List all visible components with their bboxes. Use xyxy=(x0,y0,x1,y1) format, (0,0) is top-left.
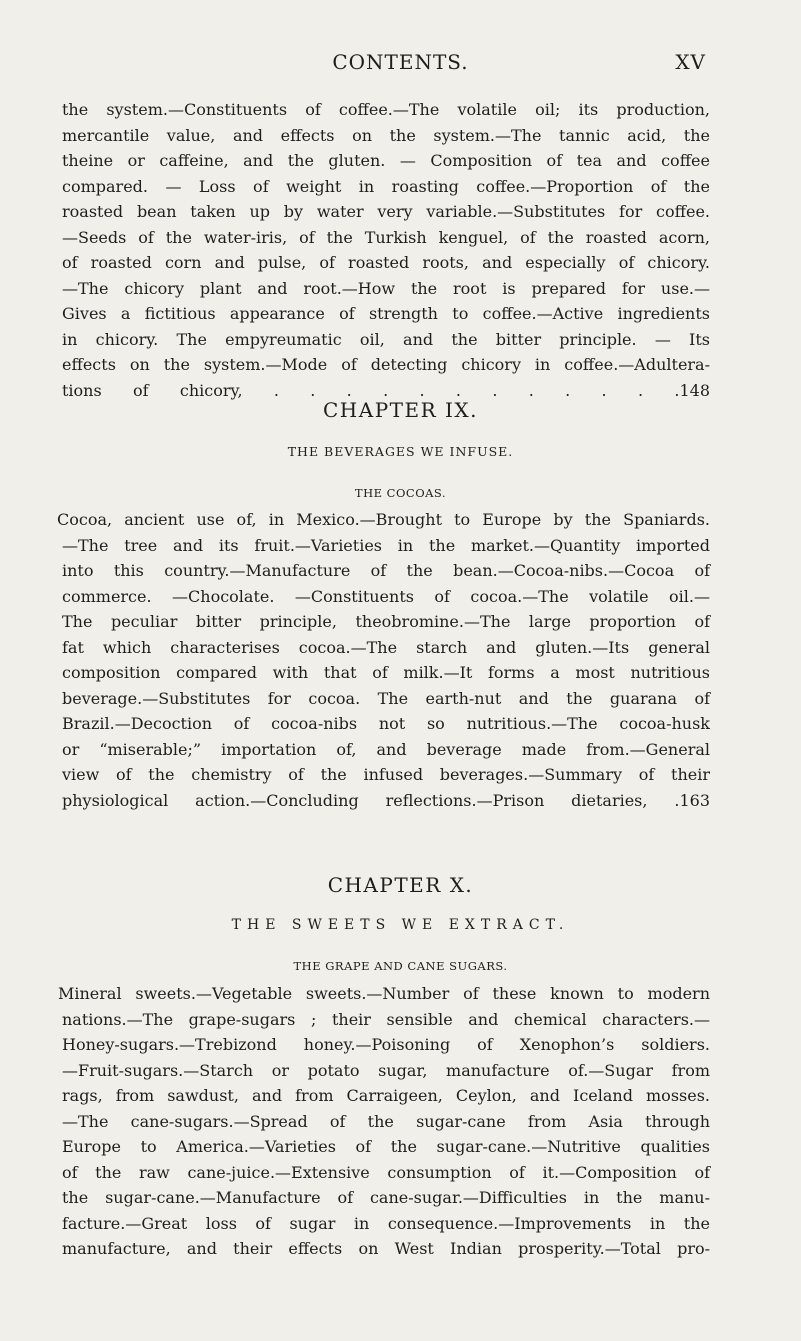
page-reference: 163 xyxy=(679,790,710,810)
text-line: effects on the system.—Mode of detecting chicory in coffee.—Adultera- xyxy=(62,355,710,374)
toc-entry-cocoas xyxy=(57,507,710,813)
text-line: Europe to America.—Varieties of the sugar-cane.—Nutritive qualities xyxy=(62,1137,710,1156)
section-heading: THE COCOAS. xyxy=(354,486,447,500)
text-line: the system.—Constituents of coffee.—The volatile oil; its production, xyxy=(62,100,710,119)
text-line: of roasted corn and pulse, of roasted roots, and especially of chicory. xyxy=(62,253,710,272)
text-line: facture.—Great loss of sugar in consequence.—Improvements in the xyxy=(62,1213,710,1233)
chapter-heading: CHAPTER IX. xyxy=(323,398,478,422)
text-line: —The chicory plant and root.—How the root is prepared for use.— xyxy=(62,278,710,298)
text-line: Mineral sweets.—Vegetable sweets.—Number of these known to modern xyxy=(58,984,710,1003)
toc-entry-sugars xyxy=(58,981,710,1262)
section-heading: THE GRAPE AND CANE SUGARS. xyxy=(293,959,508,973)
text-line: or “miserable;” importation of, and beverage made from.—General xyxy=(62,739,710,759)
text-line: —Seeds of the water-iris, of the Turkish kenguel, of the roasted acorn, xyxy=(62,227,710,247)
text-line: manufacture, and their effects on West Indian prosperity.—Total pro- xyxy=(62,1239,710,1258)
text-line: fat which characterises cocoa.—The starch and gluten.—Its general xyxy=(62,637,710,657)
text-line: Honey-sugars.—Trebizond honey.—Poisoning of Xenophon’s soldiers. xyxy=(62,1035,710,1054)
text-line: beverage.—Substitutes for cocoa. The earth-nut and the guarana of xyxy=(62,688,710,708)
text-line: physiological action.—Concluding reflections.—Prison dietaries, . xyxy=(62,790,680,810)
text-line: composition compared with that of milk.—It forms a most nutritious xyxy=(62,663,710,682)
text-line: compared. — Loss of weight in roasting coffee.—Proportion of the xyxy=(62,176,710,196)
text-line: —Fruit-sugars.—Starch or potato sugar, manufacture of.—Sugar from xyxy=(62,1060,710,1080)
text-line: commerce. —Chocolate. —Constituents of cocoa.—The volatile oil.— xyxy=(62,586,710,606)
text-line: theine or caffeine, and the gluten. — Composition of tea and coffee xyxy=(62,151,710,170)
text-line: The peculiar bitter principle, theobromine.—The large proportion of xyxy=(62,612,710,631)
text-line: —The tree and its fruit.—Varieties in the market.—Quantity imported xyxy=(62,535,710,555)
chapter-heading: CHAPTER X. xyxy=(327,873,474,897)
text-line: the sugar-cane.—Manufacture of cane-sugar.—Difficulties in the manu- xyxy=(62,1188,710,1207)
chapter-subtitle: THE BEVERAGES WE INFUSE. xyxy=(287,444,514,459)
page-number: XV xyxy=(675,50,706,74)
text-line: mercantile value, and effects on the system.—The tannic acid, the xyxy=(62,125,710,145)
text-line: Gives a fictitious appearance of strength to coffee.—Active ingredients xyxy=(62,304,710,323)
toc-entry-coffee-continued xyxy=(62,97,710,403)
text-line: in chicory. The empyreumatic oil, and the bitter principle. — Its xyxy=(62,329,710,349)
text-line: of the raw cane-juice.—Extensive consumption of it.—Composition of xyxy=(62,1162,710,1182)
page-reference: 148 xyxy=(679,380,710,400)
text-line: rags, from sawdust, and from Carraigeen, Ceylon, and Iceland mosses. xyxy=(62,1086,710,1105)
text-line: —The cane-sugars.—Spread of the sugar-cane from Asia through xyxy=(62,1111,710,1131)
toc-last-line xyxy=(62,788,710,814)
text-line: Brazil.—Decoction of cocoa-nibs not so nutritious.—The cocoa-husk xyxy=(62,714,710,733)
text-line: tions of chicory, . . . . . . . . . . . . xyxy=(62,380,680,400)
chapter-subtitle: THE SWEETS WE EXTRACT. xyxy=(231,917,570,933)
text-line: view of the chemistry of the infused beverages.—Summary of their xyxy=(62,765,710,784)
page-header xyxy=(0,50,801,84)
text-line: nations.—The grape-sugars ; their sensible and chemical characters.— xyxy=(62,1009,710,1029)
text-line: Cocoa, ancient use of, in Mexico.—Brought to Europe by the Spaniards. xyxy=(57,510,710,529)
running-title: CONTENTS. xyxy=(332,50,469,74)
text-line: roasted bean taken up by water very variable.—Substitutes for coffee. xyxy=(62,202,710,221)
text-line: into this country.—Manufacture of the bean.—Cocoa-nibs.—Cocoa of xyxy=(62,561,710,580)
